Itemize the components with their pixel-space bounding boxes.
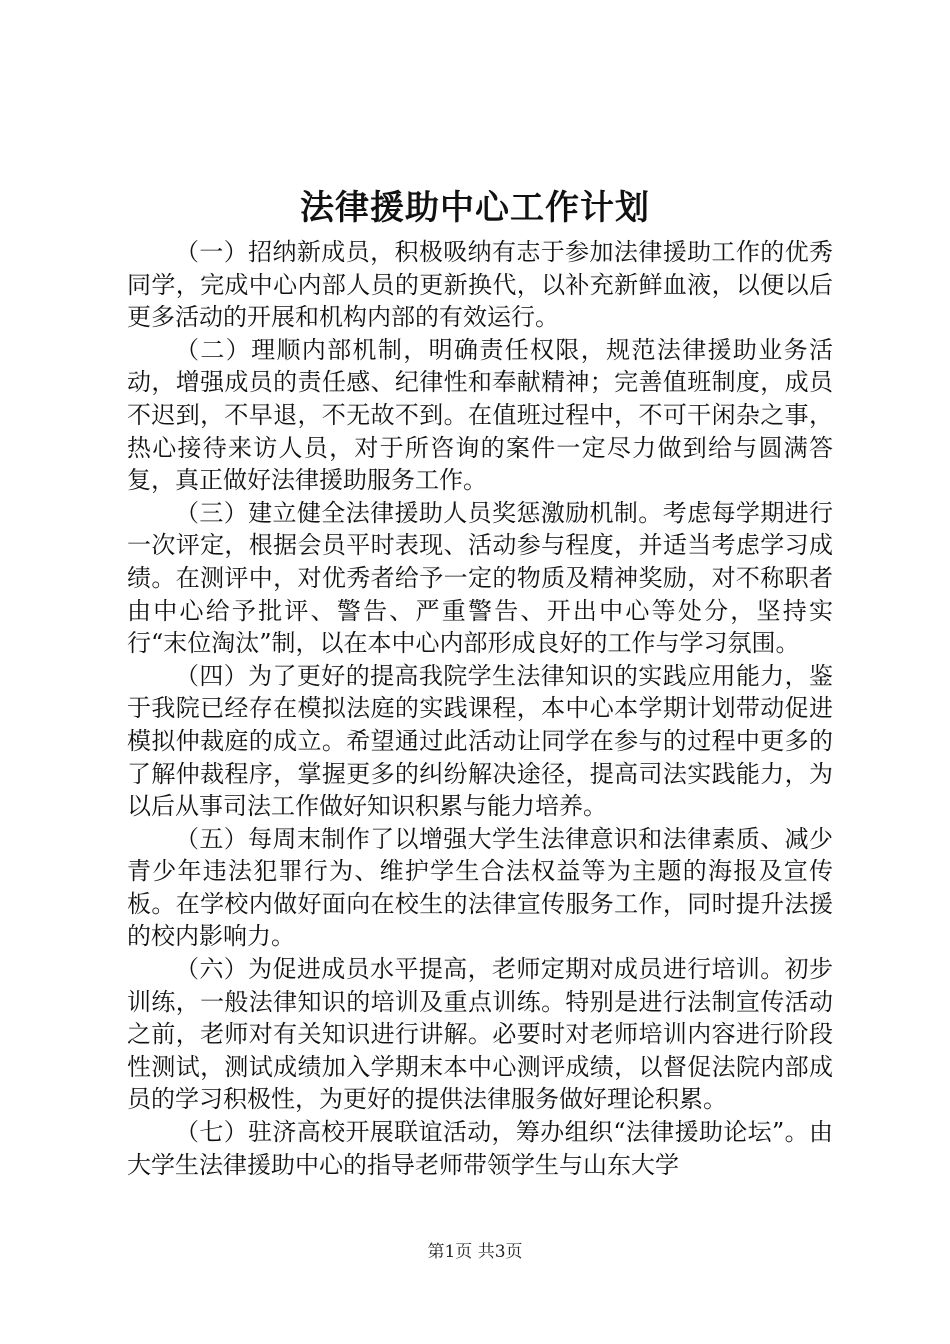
page-footer: [0, 1240, 950, 1264]
paragraph-7: （七）驻济高校开展联谊活动，筹办组织“法律援助论坛”。由大学生法律援助中心的指导老师带领学生与山东大学: [127, 1118, 833, 1179]
paragraph-6: （六）为促进成员水平提高，老师定期对成员进行培训。初步训练，一般法律知识的培训及重点训练。特别是进行法制宣传活动之前，老师对有关知识进行讲解。必要时对老师培训内容进行阶段性测试，测试成绩加入学期末本中心测评成绩，以督促法院内部成员的学习积极性，为更好的提供法律服务做好理论积累。: [127, 955, 833, 1114]
paragraph-5: （五）每周末制作了以增强大学生法律意识和法律素质、减少青少年违法犯罪行为、维护学生合法权益等为主题的海报及宣传板。在学校内做好面向在校生的法律宣传服务工作，同时提升法援的校内影响力。: [127, 824, 833, 951]
paragraph-4: （四）为了更好的提高我院学生法律知识的实践应用能力，鉴于我院已经存在模拟法庭的实践课程，本中心本学期计划带动促进模拟仲裁庭的成立。希望通过此活动让同学在参与的过程中更多的了解仲裁程序，掌握更多的纠纷解决途径，提高司法实践能力，为以后从事司法工作做好知识积累与能力培养。: [127, 661, 833, 821]
paragraph-3: （三）建立健全法律援助人员奖惩激励机制。考虑每学期进行一次评定，根据会员平时表现、活动参与程度，并适当考虑学习成绩。在测评中，对优秀者给予一定的物质及精神奖励，对不称职者由中心给予批评、警告、严重警告、开出中心等处分，坚持实行“末位淘汰”制，以在本中心内部形成良好的工作与学习氛围。: [127, 498, 833, 658]
document-body: [127, 236, 833, 1181]
paragraph-2: （二）理顺内部机制，明确责任权限，规范法律援助业务活动，增强成员的责任感、纪律性和奉献精神；完善值班制度，成员不迟到，不早退，不无故不到。在值班过程中，不可干闲杂之事，热心接待来访人员，对于所咨询的案件一定尽力做到给与圆满答复，真正做好法律援助服务工作。: [127, 335, 833, 495]
document-title: 法律援助中心工作计划: [300, 188, 650, 228]
page-indicator: 第1页 共3页: [427, 1242, 523, 1262]
paragraph-1: （一）招纳新成员，积极吸纳有志于参加法律援助工作的优秀同学，完成中心内部人员的更新换代，以补充新鲜血液，以便以后更多活动的开展和机构内部的有效运行。: [127, 238, 833, 332]
